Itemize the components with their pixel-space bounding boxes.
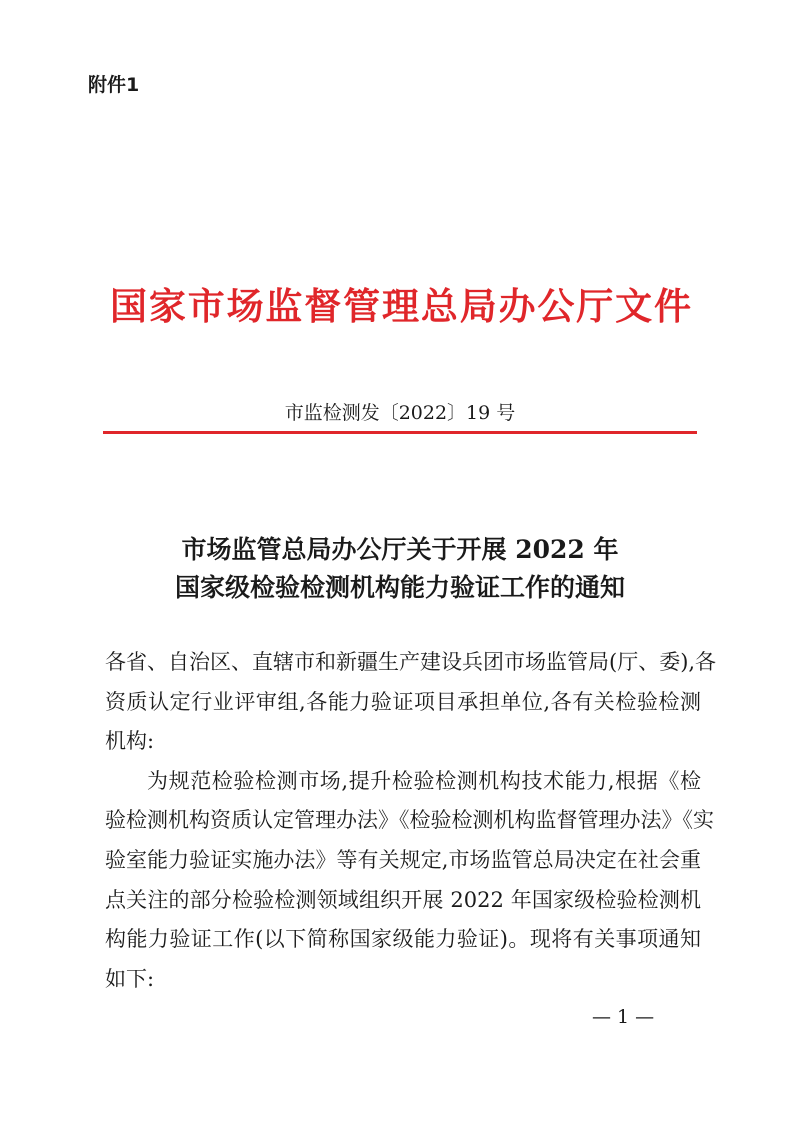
document-number: 市监检测发〔2022〕19 号 xyxy=(284,402,516,424)
body-line: 资质认定行业评审组,各能力验证项目承担单位,各有关检验检测 xyxy=(105,690,701,714)
body-line: 如下: xyxy=(105,967,155,991)
body-line: 各省、自治区、直辖市和新疆生产建设兵团市场监管局(厅、委),各 xyxy=(105,650,717,674)
document-header-title: 国家市场监督管理总局办公厅文件 xyxy=(110,284,690,328)
notice-title-line-2: 国家级检验检测机构能力验证工作的通知 xyxy=(174,573,625,602)
notice-title-line-1: 市场监管总局办公厅关于开展 2022 年 xyxy=(181,535,619,564)
body-line: 为规范检验检测市场,提升检验检测机构技术能力,根据《检 xyxy=(147,769,701,793)
red-divider xyxy=(103,431,697,434)
body-line: 验室能力验证实施办法》等有关规定,市场监管总局决定在社会重 xyxy=(105,848,701,872)
page-number: — 1 — xyxy=(592,1006,655,1028)
body-line: 构能力验证工作(以下简称国家级能力验证)。现将有关事项通知 xyxy=(105,927,701,951)
body-line: 验检测机构资质认定管理办法》《检验检测机构监督管理办法》《实 xyxy=(105,808,714,832)
attachment-label: 附件1 xyxy=(88,74,140,96)
body-line: 机构: xyxy=(105,729,155,753)
body-line: 点关注的部分检验检测领域组织开展 2022 年国家级检验检测机 xyxy=(105,888,701,912)
